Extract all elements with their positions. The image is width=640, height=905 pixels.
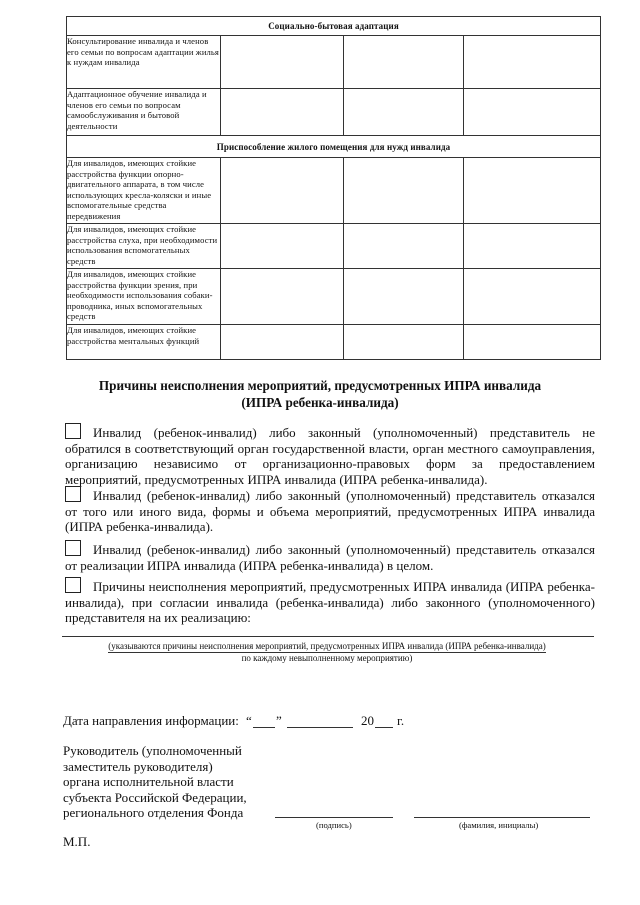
reason-note-line2: по каждому невыполненному мероприятию): [241, 653, 413, 663]
table-cell[interactable]: [464, 325, 601, 360]
signer-line: органа исполнительной власти: [63, 774, 234, 789]
table-cell[interactable]: [344, 89, 464, 136]
row-label: Для инвалидов, имеющих стойкие расстройства функции опорно-двигательного аппарата, в том числе использующих кресла-коляски и иные вспомогательные средства передвижения: [67, 158, 221, 224]
reason-text-4: Причины неисполнения мероприятий, предусмотренных ИПРА инвалида (ИПРА ребенка-инвалида), при согласии инвалида (ребенка-инвалида) либо законного (уполномоченного) представителя на их реализацию:: [65, 579, 595, 625]
date-quote-open: “: [246, 713, 252, 728]
row-label: Для инвалидов, имеющих стойкие расстройства ментальных функций: [67, 325, 221, 360]
table-cell[interactable]: [221, 158, 344, 224]
date-year-suffix: г.: [397, 713, 405, 728]
reasons-title-line1: Причины неисполнения мероприятий, предусмотренных ИПРА инвалида: [98, 378, 542, 393]
reason-text-2: Инвалид (ребенок-инвалид) либо законный (уполномоченный) представитель отказался от того или иного вида, формы и объема мероприятий, предусмотренных ИПРА инвалида (ИПРА ребенка-инвалида).: [65, 488, 595, 534]
table-cell[interactable]: [221, 36, 344, 89]
signer-line: регионального отделения Фонда: [63, 805, 244, 820]
table-cell[interactable]: [344, 36, 464, 89]
reason-checkbox-3[interactable]: [65, 540, 81, 556]
reason-fill-line[interactable]: [62, 636, 594, 637]
date-quote-close: ”: [276, 713, 282, 728]
table-cell[interactable]: [344, 325, 464, 360]
table-cell[interactable]: [464, 36, 601, 89]
date-month-field[interactable]: [287, 727, 353, 728]
date-year-field[interactable]: [375, 727, 393, 728]
row-label: Для инвалидов, имеющих стойкие расстройства функции зрения, при необходимости использования собаки-проводника, иных вспомогательных средств: [67, 269, 221, 325]
table-cell[interactable]: [464, 89, 601, 136]
signer-line: субъекта Российской Федерации,: [63, 789, 247, 805]
section-housing-adaptation: Приспособление жилого помещения для нужд инвалида: [67, 136, 601, 158]
reason-text-1: Инвалид (ребенок-инвалид) либо законный (уполномоченный) представитель не обратился в соответствующий орган государственной власти, орган местного самоуправления, организацию независимо от организационно-правовых форм за предоставлением мероприятий, предусмотренных ИПРА инвалида (ИПРА ребенка-инвалида).: [65, 425, 595, 487]
table-cell[interactable]: [344, 158, 464, 224]
reason-checkbox-2[interactable]: [65, 486, 81, 502]
signature-caption: (подпись): [316, 820, 352, 830]
section-social-adaptation: Социально-бытовая адаптация: [67, 17, 601, 36]
signer-line: заместитель руководителя): [63, 758, 213, 774]
signer-line: Руководитель (уполномоченный: [63, 743, 242, 758]
adaptation-table: [66, 16, 601, 360]
name-field[interactable]: [414, 817, 590, 818]
signer-block: [63, 743, 247, 821]
row-label: Адаптационное обучение инвалида и членов его семьи по вопросам самообслуживания и бытовой деятельности: [67, 89, 221, 136]
table-cell[interactable]: [344, 269, 464, 325]
table-cell[interactable]: [464, 224, 601, 269]
reason-option-3: [65, 540, 595, 573]
reason-checkbox-4[interactable]: [65, 577, 81, 593]
signature-field[interactable]: [275, 817, 393, 818]
table-cell[interactable]: [464, 158, 601, 224]
reasons-title-line2: (ИПРА ребенка-инвалида): [241, 395, 399, 410]
stamp-label: М.П.: [63, 834, 91, 849]
reason-option-4: [65, 577, 595, 626]
reason-option-1: [65, 423, 595, 487]
table-cell[interactable]: [464, 269, 601, 325]
row-label: Консультирование инвалида и членов его семьи по вопросам адаптации жилья к нуждам инвалида: [67, 36, 221, 89]
table-cell[interactable]: [344, 224, 464, 269]
row-label: Для инвалидов, имеющих стойкие расстройства слуха, при необходимости использования вспомогательных средств: [67, 224, 221, 269]
reason-option-2: [65, 486, 595, 535]
reasons-title: [70, 377, 570, 411]
date-day-field[interactable]: [253, 727, 275, 728]
name-caption: (фамилия, инициалы): [459, 820, 539, 830]
table-cell[interactable]: [221, 89, 344, 136]
date-label: Дата направления информации:: [63, 713, 239, 728]
reason-text-3: Инвалид (ребенок-инвалид) либо законный (уполномоченный) представитель отказался от реализации ИПРА инвалида (ИПРА ребенка-инвалида) в целом.: [65, 542, 595, 573]
reason-checkbox-1[interactable]: [65, 423, 81, 439]
date-year-prefix: 20: [361, 713, 374, 728]
table-cell[interactable]: [221, 325, 344, 360]
reason-note-line1: (указываются причины неисполнения мероприятий, предусмотренных ИПРА инвалида (ИПРА ребенка-инвалида): [108, 641, 546, 651]
reason-note: [60, 641, 594, 664]
table-cell[interactable]: [221, 224, 344, 269]
table-cell[interactable]: [221, 269, 344, 325]
